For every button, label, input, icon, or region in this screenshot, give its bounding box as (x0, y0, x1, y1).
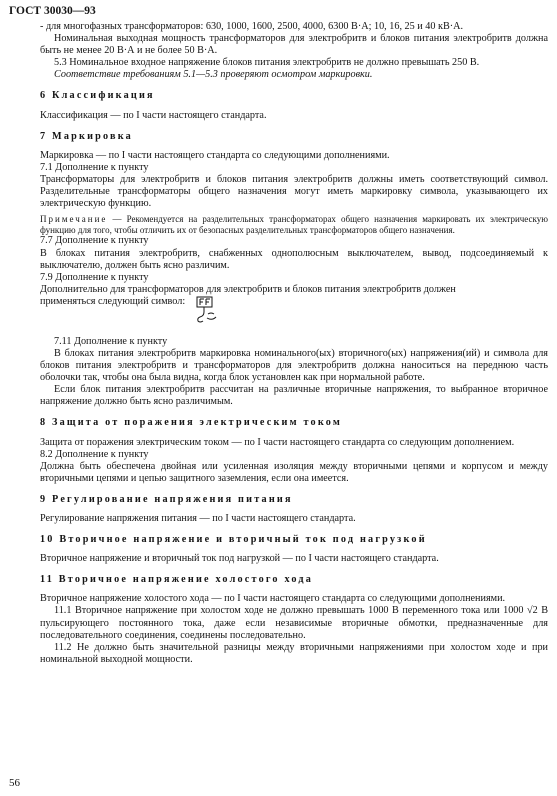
note-text: — Рекомендуется на разделительных трансформаторах общего назначения маркировать их электрическую функцию для того, чтобы отличить их от безопасных разделительных трансформаторов общего назначения. (40, 214, 548, 235)
clause-text: В пульсирующего постоянного тока, даже если независимые вторичные обмотки, предназначенные для последовательного соединения, соединены последовательно. (40, 605, 548, 641)
compliance-note: Соответствие требованиям 5.1—5.3 проверяют осмотром маркировки. (54, 69, 373, 81)
clause-7-9: 7.9 Дополнение к пункту (40, 271, 149, 283)
paragraph: Вторичное напряжение холостого хода — по I части настоящего стандарта со следующими дополнениями. (40, 593, 506, 605)
section-heading-9: 9 Регулирование напряжения питания (40, 493, 293, 505)
clause-8-2: 8.2 Дополнение к пункту (40, 448, 149, 460)
paragraph: В блоках питания электробритв, снабженных однополюсным выключателем, вывод, подсоединяемый к выключателю, должен быть ясно различим. (40, 247, 548, 271)
paragraph: - для многофазных трансформаторов: 630, 1000, 1600, 2500, 4000, 6300 В·А; 10, 16, 25 и 40 кВ·А. (40, 21, 464, 32)
symbol-line (40, 296, 548, 336)
section-heading-7: 7 Маркировка (40, 130, 133, 142)
paragraph: применяться следующий символ: (40, 295, 186, 307)
shaver-symbol-icon (196, 296, 222, 324)
paragraph: В блоках питания электробритв маркировка номинального(ых) вторичного(ых) напряжения(ий) и символа для блоков питания электробритв и трансформаторов для электробритв должна наноситься на переднюю часть оболочки так, чтобы она была видна, когда блок установлен как при нормальной работе. (40, 347, 548, 384)
paragraph: Трансформаторы для электробритв и блоков питания электробритв должны иметь соответствующий символ. Разделительные трансформаторы общего назначения могут иметь маркировку символа, указывающего их электрическую функцию. (40, 173, 548, 210)
paragraph: Должна быть обеспечена двойная или усиленная изоляция между вторичными цепями и корпусом и между вторичными цепями и цепью защитного заземления, если она имеется. (40, 460, 548, 484)
paragraph: Защита от поражения электрическим током — по I части настоящего стандарта со следующим дополнением. (40, 436, 515, 448)
clause-7-1: 7.1 Дополнение к пункту (40, 161, 149, 173)
paragraph: Дополнительно для трансформаторов для электробритв и блоков питания электробритв должен (40, 283, 456, 295)
section-heading-11: 11 Вторичное напряжение холостого хода (40, 574, 314, 586)
page-number: 56 (9, 777, 20, 789)
paragraph: Номинальная выходная мощность трансформаторов для электробритв и блоков питания электробритв должна быть не менее 20 В·А и не более 50 В·А. (40, 33, 548, 57)
sqrt-value: √2 (527, 605, 538, 617)
paragraph: Маркировка — по I части настоящего стандарта со следующими дополнениями. (40, 149, 390, 161)
clause-7-7: 7.7 Дополнение к пункту (40, 235, 149, 247)
standard-header: ГОСТ 30030—93 (9, 5, 96, 17)
section-heading-10: 10 Вторичное напряжение и вторичный ток под нагрузкой (40, 534, 427, 546)
clause-11-1 (40, 605, 548, 641)
paragraph: Регулирование напряжения питания — по I части настоящего стандарта. (40, 513, 356, 524)
section-heading-8: 8 Защита от поражения электрическим током (40, 417, 343, 429)
clause-11-2: 11.2 Не должно быть значительной разницы между вторичными напряжениями при холостом ходе и при номинальной выходной мощности. (40, 641, 548, 665)
paragraph: Если блок питания электробритв рассчитан на различные вторичные напряжения, то выбранное вторичное напряжение должно быть ясно различимым. (40, 384, 548, 408)
section-heading-6: 6 Классификация (40, 90, 155, 102)
page-content (40, 21, 548, 666)
clause-text: 11.1 Вторичное напряжение при холостом ходе не должно превышать 1000 В переменного тока или 1000 (54, 605, 527, 617)
paragraph: Классификация — по I части настоящего стандарта. (40, 109, 267, 121)
note-label: Примечание (40, 214, 108, 225)
clause-5-3: 5.3 Номинальное входное напряжение блоков питания электробритв не должно превышать 250 В. (54, 57, 480, 69)
note (40, 214, 548, 235)
paragraph: Вторичное напряжение и вторичный ток под нагрузкой — по I части настоящего стандарта. (40, 553, 439, 565)
clause-7-11: 7.11 Дополнение к пункту (54, 335, 168, 347)
